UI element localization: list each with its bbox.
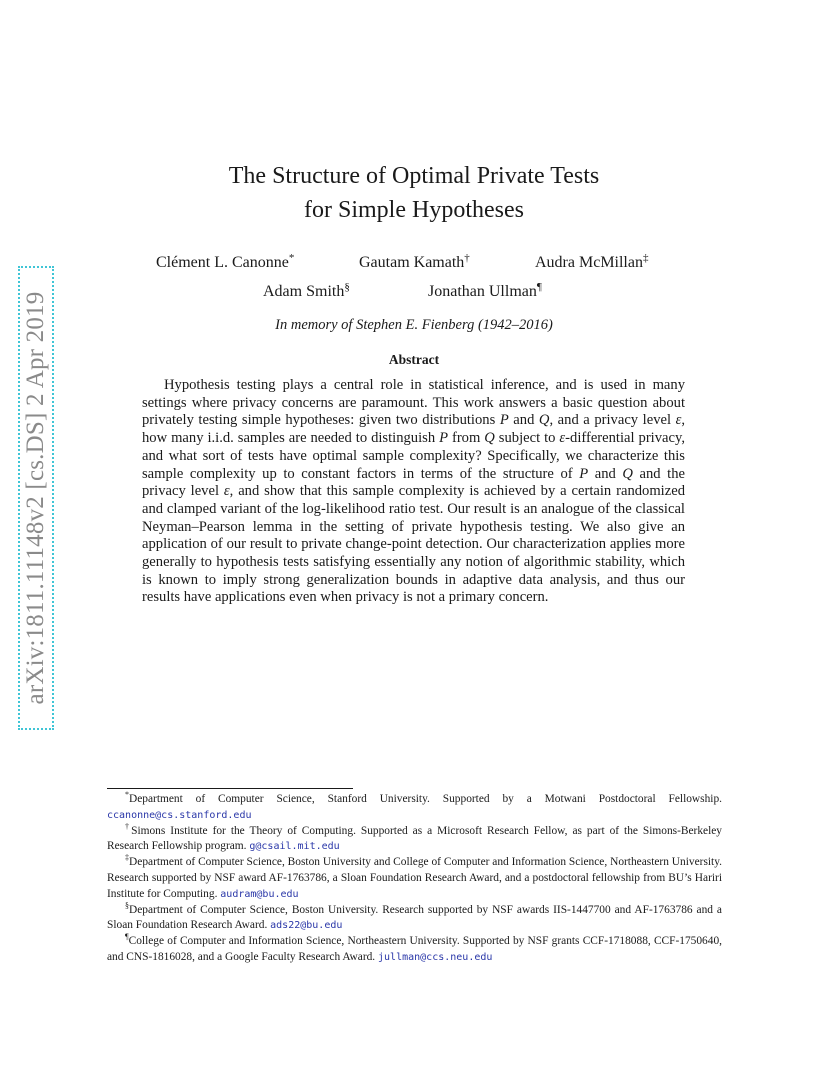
math-var: Q: [538, 412, 550, 429]
footnote: [107, 855, 722, 902]
abstract-text: and the privacy level: [142, 465, 685, 500]
footnote: [107, 934, 722, 966]
author-canonne: [156, 254, 294, 272]
email-link[interactable]: jullman@ccs.neu.edu: [378, 951, 493, 963]
footnote: [107, 821, 722, 856]
footnotes: [107, 792, 722, 966]
paper-title-line-2: for Simple Hypotheses: [304, 197, 524, 223]
abstract-heading: Abstract: [388, 352, 440, 367]
abstract-text: subject to: [494, 430, 560, 447]
author-name: Audra McMillan: [535, 254, 643, 271]
footnote-mark: †: [125, 821, 132, 831]
author-name: Jonathan Ullman: [428, 283, 537, 300]
email-link[interactable]: ads22@bu.edu: [270, 920, 343, 932]
abstract-text: Hypothesis testing plays a central role in statistical inference, and is used in many settings where privacy concerns are paramount. This work answers a basic question about privately testing simple hypotheses: given two distributions: [142, 377, 685, 429]
abstract-body: [142, 377, 685, 607]
author-smith: [263, 283, 350, 301]
footnote: [107, 792, 722, 824]
author-name: Gautam Kamath: [359, 254, 465, 271]
abstract-text: and: [588, 465, 623, 482]
math-var: Q: [484, 430, 495, 447]
author-mark: ‡: [642, 252, 649, 264]
footnote-text: Department of Computer Science, Boston University. Research supported by NSF awards IIS-1447700 and AF-1763786 and a Sloan Foundation Research Award.: [107, 903, 722, 932]
footnote-mark: ¶: [125, 932, 129, 942]
math-var: Q: [622, 465, 633, 482]
author-ullman: [428, 283, 542, 301]
author-mcmillan: [535, 254, 648, 272]
footnote-text: College of Computer and Information Science, Northeastern University. Supported by NSF grants CCF-1718088, CCF-1750640, and CNS-1816028, and a Google Faculty Research Award.: [107, 935, 722, 963]
math-var: P: [499, 412, 509, 429]
math-var: ε: [223, 483, 230, 500]
abstract-text: -differential privacy, and what sort of tests have optimal sample complexity? Specifically, we characterize this sample complexity up to constant factors in terms of the structure of: [142, 430, 685, 482]
abstract-text: , and show that this sample complexity is achieved by a certain randomized and clamped variant of the log-likelihood ratio test. Our result is an analogue of the classical Neyman–Pearson lemma in the setting of private hypothesis testing. We also give an application of our result to private change-point detection. Our characterization applies more generally to hypothesis tests satisfying essentially any notion of algorithmic stability, which is known to imply strong generalization bounds in adaptive data analysis, and thus our results have applications even when privacy is not a primary concern.: [142, 483, 685, 606]
math-var: P: [579, 465, 589, 482]
abstract-text: and: [508, 412, 539, 429]
author-mark: ¶: [536, 281, 542, 293]
footnote-mark: ‡: [125, 853, 130, 863]
email-link[interactable]: audram@bu.edu: [220, 888, 299, 900]
footnote-mark: §: [125, 900, 129, 910]
author-mark: †: [464, 252, 470, 264]
author-name: Clément L. Canonne: [156, 254, 289, 271]
abstract-text: , how many i.i.d. samples are needed to distinguish: [142, 412, 685, 447]
math-var: P: [439, 430, 449, 447]
paper-title-line-1: The Structure of Optimal Private Tests: [228, 163, 600, 189]
abstract-text: from: [448, 430, 485, 447]
footnote-text: Department of Computer Science, Stanford University. Supported by a Motwani Postdoctoral Fellowship.: [129, 793, 722, 805]
dedication: In memory of Stephen E. Fienberg (1942–2016): [275, 317, 553, 333]
author-mark: *: [288, 252, 295, 264]
arxiv-identifier: arXiv:1811.11148v2 [cs.DS] 2 Apr 2019: [22, 291, 49, 705]
email-link[interactable]: ccanonne@cs.stanford.edu: [107, 809, 252, 821]
math-var: ε: [675, 412, 682, 429]
footnote-text: Department of Computer Science, Boston University and College of Computer and Information Science, Northeastern University. Research supported by NSF award AF-1763786, a Sloan Foundation Research Award, and a postdoctoral fellowship from BU’s Hariri Institute for Computing.: [107, 856, 723, 900]
author-kamath: [359, 254, 470, 272]
footnote-rule: [107, 788, 353, 789]
footnote: [107, 900, 722, 935]
abstract-text: , and a privacy level: [549, 412, 676, 429]
author-name: Adam Smith: [263, 283, 345, 300]
math-var: ε: [559, 430, 566, 447]
email-link[interactable]: g@csail.mit.edu: [249, 841, 340, 853]
footnote-mark: *: [125, 790, 129, 799]
author-mark: §: [344, 281, 350, 293]
footnote-text: Simons Institute for the Theory of Computing. Supported as a Microsoft Research Fellow, as part of the Simons-Berkeley Research Fellowship program.: [107, 824, 722, 853]
